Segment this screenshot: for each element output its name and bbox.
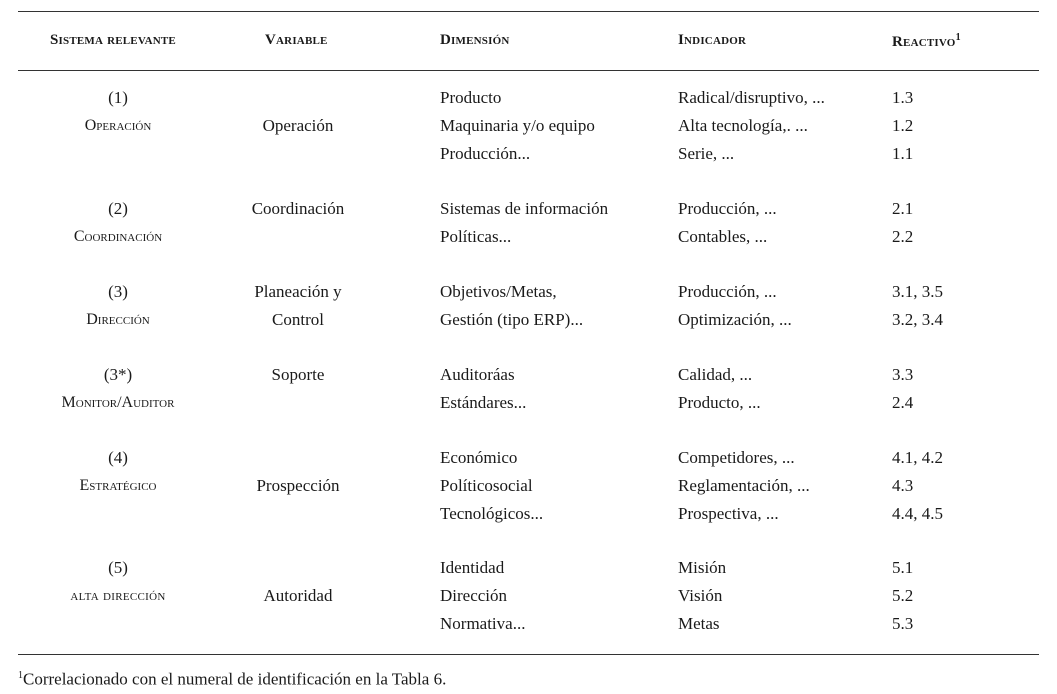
variable-cell: Prospección [256,476,340,495]
dimension-cell: Gestión (tipo ERP)... [440,310,584,329]
reactivo-cell: 1.2 [892,116,914,135]
reactivo-cell: 2.4 [892,393,914,412]
indicator-cell: Visión [678,586,723,605]
header-variable: Variable [265,32,328,48]
header-bottom-rule [18,70,1039,71]
table-bottom-rule [18,654,1039,655]
system-number: (3*) [103,365,133,384]
reactivo-cell: 4.3 [892,476,914,495]
dimension-cell: Estándares... [440,393,527,412]
system-number: (2) [108,199,128,218]
dimension-cell: Dirección [440,586,508,605]
dimension-cell: Normativa... [440,614,526,633]
dimension-cell: Objetivos/Metas, [440,282,557,301]
header-sistema: Sistema relevante [50,32,176,48]
indicator-cell: Metas [678,614,720,633]
reactivo-cell: 2.2 [892,227,914,246]
header-indicador: Indicador [678,32,747,48]
indicator-cell: Producto, ... [678,393,761,412]
header-reactivo-sup: 1 [955,32,961,43]
system-name: Estratégico [79,477,157,494]
reactivo-cell: 5.2 [892,586,914,605]
indicator-cell: Optimización, ... [678,310,792,329]
footnote-text: Correlacionado con el numeral de identificación en la Tabla 6. [23,669,447,689]
reactivo-cell: 1.3 [892,88,914,107]
variable-cell: Autoridad [263,586,333,605]
indicator-cell: Alta tecnología,. ... [678,116,808,135]
reactivo-cell: 3.1, 3.5 [892,282,943,301]
system-number: (3) [108,282,128,301]
variable-cell: Planeación y [254,282,342,301]
system-number: (5) [108,558,128,577]
reactivo-cell: 5.3 [892,614,914,633]
indicator-cell: Producción, ... [678,282,777,301]
dimension-cell: Identidad [440,558,505,577]
indicator-cell: Serie, ... [678,144,735,163]
dimension-cell: Producción... [440,144,531,163]
variable-cell: Control [272,310,324,329]
dimension-cell: Sistemas de información [440,199,609,218]
dimension-cell: Auditoráas [440,365,515,384]
reactivo-cell: 5.1 [892,558,914,577]
indicator-cell: Prospectiva, ... [678,504,779,523]
header-dimension: Dimensión [440,32,510,48]
reactivo-cell: 2.1 [892,199,914,218]
footnote [18,664,446,692]
system-name: Coordinación [73,228,163,245]
reactivo-cell: 4.1, 4.2 [892,448,943,467]
variable-cell: Soporte [271,365,325,384]
header-reactivo-label: Reactivo [892,34,956,50]
system-name: Operación [84,117,152,134]
indicator-cell: Reglamentación, ... [678,476,810,495]
dimension-cell: Tecnológicos... [440,504,544,523]
variable-cell: Coordinación [251,199,345,218]
system-number: (4) [108,448,128,467]
dimension-cell: Maquinaria y/o equipo [440,116,595,135]
table-top-rule [18,11,1039,12]
indicator-cell: Misión [678,558,727,577]
indicator-cell: Competidores, ... [678,448,795,467]
indicator-cell: Radical/disruptivo, ... [678,88,825,107]
reactivo-cell: 3.3 [892,365,914,384]
dimension-cell: Económico [440,448,518,467]
system-name: Monitor/Auditor [61,394,175,411]
dimension-cell: Políticosocial [440,476,533,495]
system-name: Dirección [86,311,150,328]
reactivo-cell: 3.2, 3.4 [892,310,943,329]
indicator-cell: Contables, ... [678,227,768,246]
system-number: (1) [108,88,128,107]
indicator-cell: Producción, ... [678,199,777,218]
dimension-cell: Políticas... [440,227,512,246]
reactivo-cell: 1.1 [892,144,914,163]
reactivo-cell: 4.4, 4.5 [892,504,943,523]
variable-cell: Operación [262,116,334,135]
footnote-marker: 1 [18,670,23,681]
header-reactivo [892,32,961,51]
indicator-cell: Calidad, ... [678,365,753,384]
system-name: alta dirección [70,588,166,604]
dimension-cell: Producto [440,88,502,107]
